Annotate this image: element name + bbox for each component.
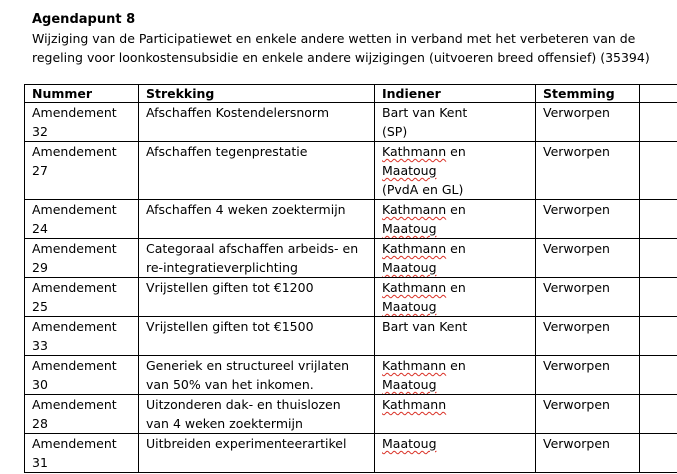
cell-nummer [25, 200, 139, 239]
cell-indiener [375, 278, 536, 317]
cell-stemming: Verworpen [536, 278, 640, 317]
cell-indiener-line: Maatoug [382, 299, 437, 314]
cell-empty [640, 434, 677, 473]
cell-empty [640, 239, 677, 278]
cell-strekking [139, 239, 375, 278]
table-body [25, 103, 677, 473]
cell-indiener-line: Maatoug [382, 260, 437, 275]
cell-strekking-line: re-integratieverplichting [146, 260, 298, 275]
table-row [25, 142, 677, 200]
cell-strekking-line: Afschaffen tegenprestatie [146, 144, 308, 159]
cell-indiener [375, 356, 536, 395]
cell-nummer-line: 24 [32, 221, 48, 236]
cell-stemming: Verworpen [536, 142, 640, 200]
cell-strekking [139, 434, 375, 473]
cell-empty [640, 395, 677, 434]
cell-empty [640, 142, 677, 200]
cell-nummer-line: Amendement [32, 436, 117, 451]
cell-indiener-line: Kathmann en [382, 202, 466, 217]
cell-stemming: Verworpen [536, 200, 640, 239]
table-row [25, 278, 677, 317]
cell-nummer [25, 278, 139, 317]
header-strekking: Strekking [139, 85, 375, 103]
cell-stemming: Verworpen [536, 239, 640, 278]
table-row [25, 103, 677, 142]
table-header-row [25, 85, 677, 103]
agenda-description [32, 29, 662, 67]
table-row [25, 395, 677, 434]
cell-strekking-line: van 50% van het inkomen. [146, 377, 314, 392]
cell-nummer-line: Amendement [32, 319, 117, 334]
cell-strekking-line: Uitbreiden experimenteerartikel [146, 436, 347, 451]
cell-indiener-line: Maatoug [382, 377, 437, 392]
cell-strekking-line: Afschaffen 4 weken zoektermijn [146, 202, 346, 217]
cell-stemming: Verworpen [536, 317, 640, 356]
cell-strekking-line: Vrijstellen giften tot €1500 [146, 319, 314, 334]
cell-nummer-line: 31 [32, 455, 48, 470]
table-row [25, 239, 677, 278]
cell-empty [640, 317, 677, 356]
cell-stemming: Verworpen [536, 395, 640, 434]
cell-indiener-line: Bart van Kent [382, 105, 468, 120]
cell-nummer-line: 29 [32, 260, 48, 275]
table-row [25, 317, 677, 356]
cell-indiener [375, 395, 536, 434]
cell-indiener-line: Kathmann en [382, 280, 466, 295]
cell-strekking [139, 395, 375, 434]
cell-nummer-line: Amendement [32, 202, 117, 217]
cell-nummer-line: Amendement [32, 397, 117, 412]
description-line: regeling voor loonkostensubsidie en enkele andere wijzigingen (uitvoeren breed offensief) (35394) [32, 50, 650, 65]
header-stemming: Stemming [536, 85, 640, 103]
cell-nummer [25, 434, 139, 473]
cell-strekking-line: Vrijstellen giften tot €1200 [146, 280, 314, 295]
cell-strekking-line: Generiek en structureel vrijlaten [146, 358, 350, 373]
table-row [25, 200, 677, 239]
cell-stemming: Verworpen [536, 103, 640, 142]
cell-indiener-line: Bart van Kent [382, 319, 468, 334]
cell-indiener-line: (SP) [382, 124, 408, 139]
table-row [25, 356, 677, 395]
cell-nummer-line: Amendement [32, 144, 117, 159]
cell-nummer-line: Amendement [32, 358, 117, 373]
cell-nummer [25, 317, 139, 356]
cell-nummer-line: 27 [32, 163, 48, 178]
cell-stemming: Verworpen [536, 434, 640, 473]
cell-strekking [139, 317, 375, 356]
header-nummer: Nummer [25, 85, 139, 103]
cell-strekking [139, 142, 375, 200]
cell-nummer [25, 142, 139, 200]
amendments-table [24, 84, 677, 473]
cell-strekking-line: Afschaffen Kostendelersnorm [146, 105, 330, 120]
cell-nummer-line: Amendement [32, 105, 117, 120]
cell-nummer [25, 103, 139, 142]
cell-strekking-line: van 4 weken zoektermijn [146, 416, 303, 431]
cell-strekking [139, 200, 375, 239]
cell-strekking [139, 278, 375, 317]
cell-nummer [25, 239, 139, 278]
cell-indiener-line: Kathmann en [382, 241, 466, 256]
cell-nummer-line: 32 [32, 124, 48, 139]
cell-nummer [25, 356, 139, 395]
cell-nummer-line: 28 [32, 416, 48, 431]
cell-indiener [375, 103, 536, 142]
cell-indiener-line: (PvdA en GL) [382, 182, 464, 197]
cell-indiener [375, 200, 536, 239]
cell-indiener [375, 239, 536, 278]
cell-indiener-line: Kathmann en [382, 144, 466, 159]
agenda-heading: Agendapunt 8 [32, 12, 136, 27]
cell-nummer-line: 33 [32, 338, 48, 353]
cell-strekking [139, 356, 375, 395]
cell-indiener [375, 434, 536, 473]
cell-empty [640, 200, 677, 239]
cell-strekking-line: Uitzonderen dak- en thuislozen [146, 397, 341, 412]
cell-nummer [25, 395, 139, 434]
cell-strekking [139, 103, 375, 142]
cell-empty [640, 356, 677, 395]
cell-stemming: Verworpen [536, 356, 640, 395]
cell-indiener-line: Kathmann [382, 397, 447, 412]
cell-indiener-line: Maatoug [382, 221, 437, 236]
cell-empty [640, 278, 677, 317]
cell-indiener-line: Kathmann en [382, 358, 466, 373]
cell-indiener [375, 317, 536, 356]
cell-nummer-line: Amendement [32, 280, 117, 295]
cell-strekking-line: Categoraal afschaffen arbeids- en [146, 241, 359, 256]
cell-indiener [375, 142, 536, 200]
cell-nummer-line: 25 [32, 299, 48, 314]
cell-nummer-line: 30 [32, 377, 48, 392]
header-indiener: Indiener [375, 85, 536, 103]
table-row [25, 434, 677, 473]
description-line: Wijziging van de Participatiewet en enkele andere wetten in verband met het verbeteren van de [32, 31, 636, 46]
cell-indiener-line: Maatoug [382, 436, 437, 451]
cell-empty [640, 103, 677, 142]
cell-indiener-line: Maatoug [382, 163, 437, 178]
cell-nummer-line: Amendement [32, 241, 117, 256]
header-empty [640, 85, 677, 103]
